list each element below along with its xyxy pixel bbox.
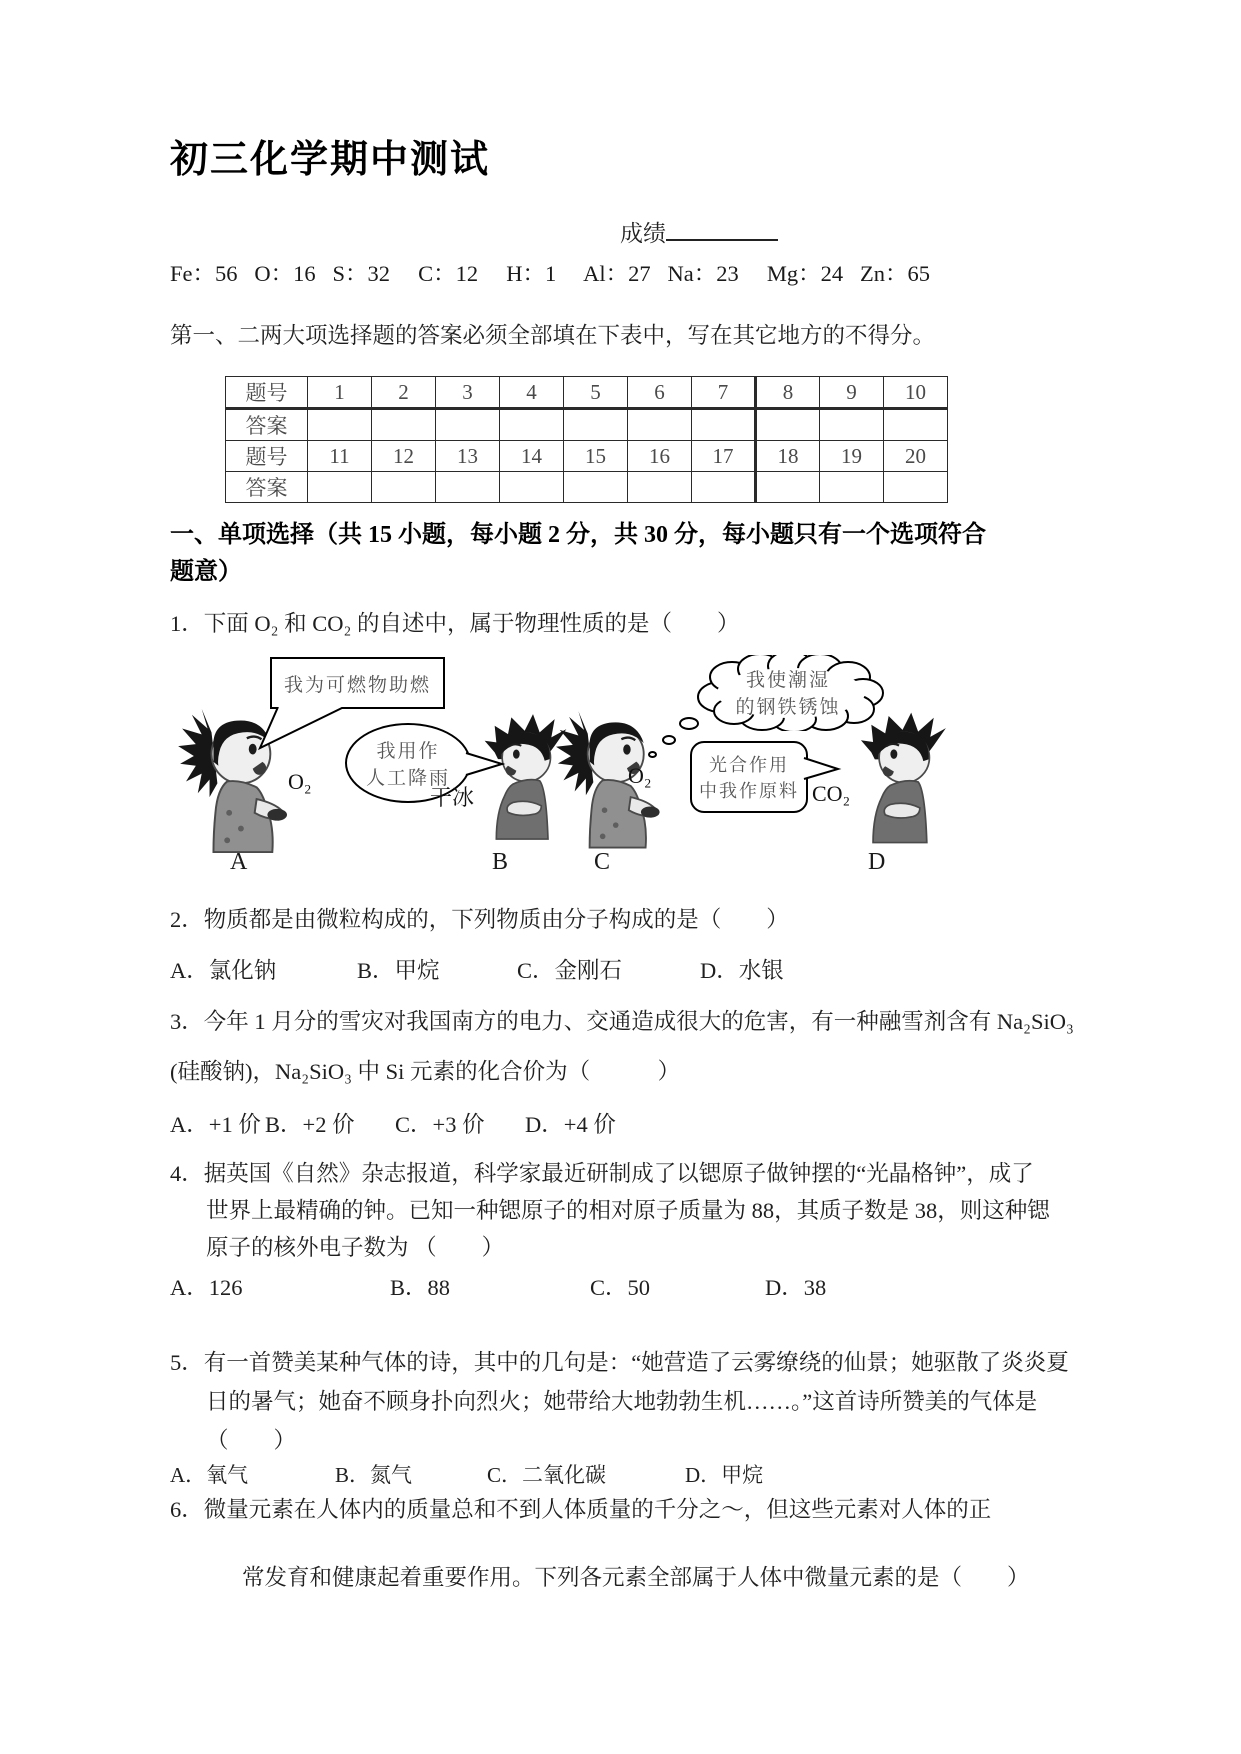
gas-label-a: O₂ <box>288 769 312 794</box>
option-b: B．+2 价 <box>265 1112 355 1137</box>
question-3 <box>170 1007 1085 1139</box>
speech-bubble-artificial-rain: 我用作 人工降雨 <box>345 723 471 803</box>
option-b: B．甲烷 <box>357 958 440 983</box>
answer-table-body <box>226 377 948 503</box>
question-number-cell: 12 <box>372 441 436 472</box>
answer-blank-cell <box>436 472 500 503</box>
answer-blank-cell <box>628 409 692 441</box>
question-2-text: 2．物质都是由微粒构成的，下列物质由分子构成的是（ ） <box>170 907 789 932</box>
question-number-cell: 18 <box>756 441 820 472</box>
option-b: B．88 <box>390 1275 451 1300</box>
question-number-cell: 17 <box>692 441 756 472</box>
option-c: C．金刚石 <box>517 958 623 983</box>
option-c: C．50 <box>590 1275 651 1300</box>
score-blank-underline <box>666 215 778 241</box>
question-2-options <box>170 953 1085 985</box>
option-a: A．氯化钠 <box>170 958 277 983</box>
option-a: A．氧气 <box>170 1463 249 1487</box>
speech-bubble-supports-combustion: 我为可燃物助燃 <box>270 657 445 709</box>
answer-blank-cell <box>436 409 500 441</box>
option-b: B．氮气 <box>335 1463 413 1487</box>
answer-blank-cell <box>308 409 372 441</box>
question-number-cell: 7 <box>692 377 756 409</box>
score-line <box>620 215 1085 248</box>
question-number-cell: 3 <box>436 377 500 409</box>
answer-instruction: 第一、二两大项选择题的答案必须全部填在下表中，写在其它地方的不得分。 <box>170 323 936 348</box>
question-number-cell: 6 <box>628 377 692 409</box>
question-number-cell: 16 <box>628 441 692 472</box>
thought-cloud-text: 我使潮湿 的钢铁锈蚀 <box>735 670 841 718</box>
question-1 <box>170 609 1085 883</box>
question-number-cell: 1 <box>308 377 372 409</box>
question-number-cell: 10 <box>884 377 948 409</box>
question-4-options <box>170 1270 1085 1302</box>
row-label-cell: 答案 <box>226 472 308 503</box>
gas-label-d: CO₂ <box>812 781 851 806</box>
question-number-cell: 15 <box>564 441 628 472</box>
answer-blank-cell <box>884 409 948 441</box>
question-3-line2: (硅酸钠)，Na₂SiO₃ 中 Si 元素的化合价为（ ） <box>170 1059 681 1084</box>
answer-blank-cell <box>628 472 692 503</box>
answer-blank-cell <box>372 472 436 503</box>
row-label-cell: 答案 <box>226 409 308 441</box>
question-4-line1: 4．据英国《自然》杂志报道，科学家最近研制成了以锶原子做钟摆的“光晶格钟”，成了 <box>170 1161 1034 1186</box>
question-number-cell: 8 <box>756 377 820 409</box>
question-5-options <box>170 1459 1085 1489</box>
question-5-line3: （ ） <box>206 1428 297 1453</box>
answer-blank-cell <box>500 472 564 503</box>
question-number-cell: 19 <box>820 441 884 472</box>
score-label: 成绩 <box>620 221 666 246</box>
speech-bubble-tail <box>254 707 354 751</box>
row-label-cell: 题号 <box>226 441 308 472</box>
answer-blank-cell <box>692 409 756 441</box>
option-d: D．甲烷 <box>685 1463 764 1487</box>
answer-blank-cell <box>820 472 884 503</box>
dry-ice-label: 干冰 <box>430 785 475 810</box>
question-number-cell: 14 <box>500 441 564 472</box>
answer-blank-cell <box>500 409 564 441</box>
section-one-heading <box>170 517 1085 591</box>
question-5-line2: 日的暑气；她奋不顾身扑向烈火；她带给大地勃勃生机……。”这首诗所赞美的气体是 <box>206 1389 1038 1414</box>
question-3-options <box>170 1107 1085 1139</box>
answer-blank-cell <box>692 472 756 503</box>
question-6 <box>170 1495 1085 1593</box>
question-4-line3: 原子的核外电子数为 （ ） <box>206 1235 505 1260</box>
section-one-heading-line1: 一、单项选择（共 15 小题，每小题 2 分，共 30 分，每小题只有一个选项符合 <box>170 522 986 548</box>
option-d: D．水银 <box>700 958 784 983</box>
option-a: A．+1 价 <box>170 1112 261 1137</box>
question-number-cell: 5 <box>564 377 628 409</box>
answer-blank-cell <box>756 472 820 503</box>
question-number-cell: 20 <box>884 441 948 472</box>
answer-table-row <box>226 409 948 441</box>
question-6-line2: 常发育和健康起着重要作用。下列各元素全部属于人体中微量元素的是（ ） <box>242 1565 1030 1590</box>
answer-table <box>225 376 948 503</box>
section-one-heading-line2: 题意） <box>170 559 242 585</box>
option-c: C．二氧化碳 <box>487 1463 607 1487</box>
answer-blank-cell <box>564 409 628 441</box>
figure-letter-c: C <box>594 849 611 875</box>
answer-table-row <box>226 377 948 409</box>
option-d: D．38 <box>765 1275 827 1300</box>
question-number-cell: 4 <box>500 377 564 409</box>
speech-bubble-photosynthesis: 光合作用 中我作原料 <box>690 741 808 813</box>
thought-dot <box>679 717 699 730</box>
gas-label-c: O₂ <box>628 763 652 788</box>
option-a: A．126 <box>170 1275 243 1300</box>
answer-blank-cell <box>756 409 820 441</box>
question-number-cell: 13 <box>436 441 500 472</box>
figure-letter-b: B <box>492 849 509 875</box>
question-number-cell: 9 <box>820 377 884 409</box>
thought-dot <box>662 735 676 745</box>
row-label-cell: 题号 <box>226 377 308 409</box>
option-c: C．+3 价 <box>395 1112 485 1137</box>
question-5 <box>170 1348 1085 1489</box>
question-5-line1: 5．有一首赞美某种气体的诗，其中的几句是：“她营造了云雾缭绕的仙景；她驱散了炎炎夏 <box>170 1350 1069 1375</box>
question-3-line1: 3．今年 1 月分的雪灾对我国南方的电力、交通造成很大的危害，有一种融雪剂含有 Na₂SiO₃ <box>170 1009 1074 1034</box>
answer-blank-cell <box>372 409 436 441</box>
question-number-cell: 11 <box>308 441 372 472</box>
answer-blank-cell <box>820 409 884 441</box>
figure-letter-d: D <box>868 849 886 875</box>
answer-blank-cell <box>564 472 628 503</box>
option-d: D．+4 价 <box>525 1112 616 1137</box>
question-1-figure <box>170 651 1085 883</box>
speech-bubble-tail <box>802 755 842 783</box>
question-2 <box>170 905 1085 985</box>
answer-table-row <box>226 472 948 503</box>
atomic-masses-line: Fe：56 O：16 S：32 C：12 H：1 Al：27 Na：23 Mg：24 Zn：65 <box>170 261 931 286</box>
figure-letter-a: A <box>230 849 248 875</box>
question-4 <box>170 1159 1085 1302</box>
question-1-text: 1．下面 O₂ 和 CO₂ 的自述中，属于物理性质的是（ ） <box>170 611 740 636</box>
answer-blank-cell <box>308 472 372 503</box>
question-4-line2: 世界上最精确的钟。已知一种锶原子的相对原子质量为 88，其质子数是 38，则这种锶 <box>206 1198 1050 1223</box>
speech-bubble-tail <box>464 749 506 779</box>
question-number-cell: 2 <box>372 377 436 409</box>
answer-blank-cell <box>884 472 948 503</box>
answer-table-row <box>226 441 948 472</box>
thought-dot <box>648 751 657 758</box>
page-title: 初三化学期中测试 <box>170 139 491 181</box>
question-6-line1: 6．微量元素在人体内的质量总和不到人体质量的千分之～，但这些元素对人体的正 <box>170 1497 992 1522</box>
